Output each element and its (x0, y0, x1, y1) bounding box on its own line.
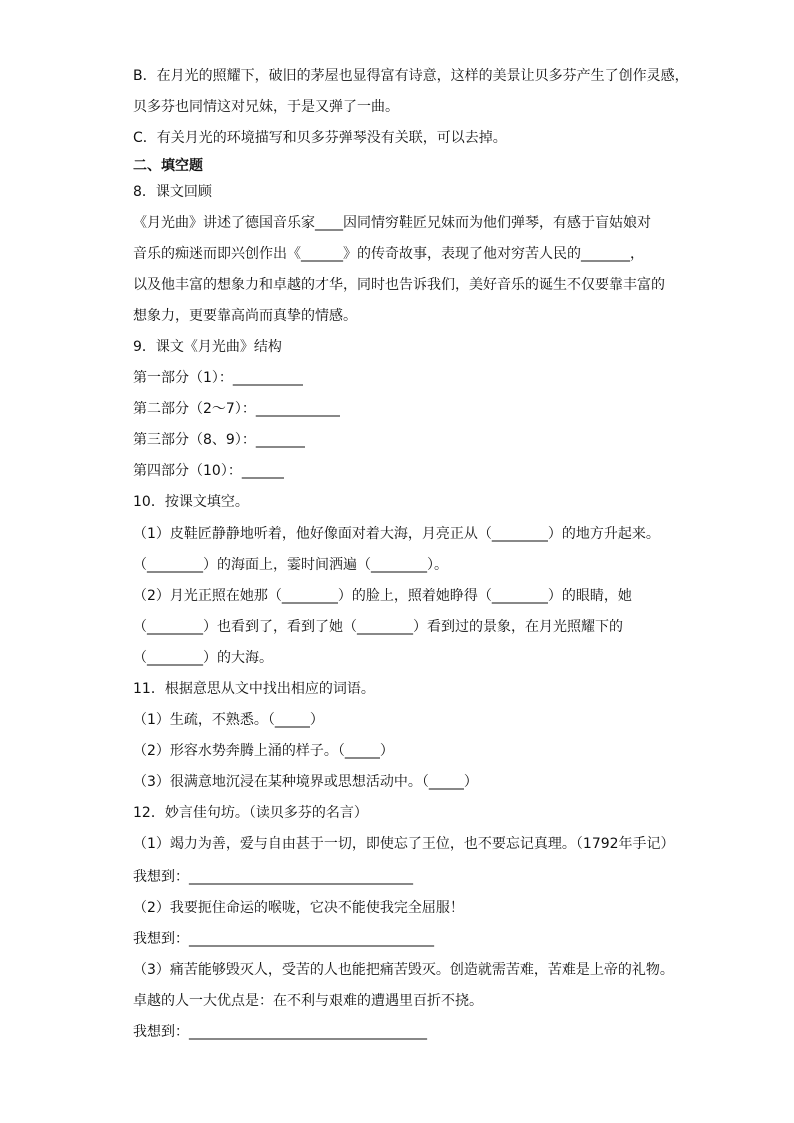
question-11-item-3: （3）很满意地沉浸在某种境界或思想活动中。（_____） (133, 774, 478, 790)
option-b-line-2: 贝多芬也同情这对兄妹，于是又弹了一曲。 (133, 99, 399, 115)
question-10-item-2-line-2: （________）也看到了，看到了她（________）看到过的景象，在月光照耀下的 (133, 619, 623, 635)
question-9-part-4: 第四部分（10）：______ (133, 463, 284, 479)
question-11-item-2: （2）形容水势奔腾上涌的样子。（_____） (133, 743, 394, 759)
option-b-line-1: B．在月光的照耀下，破旧的茅屋也显得富有诗意，这样的美景让贝多芬产生了创作灵感， (133, 68, 689, 84)
question-11-item-1: （1）生疏，不熟悉。（_____） (133, 712, 324, 728)
question-11-title: 11．根据意思从文中找出相应的词语。 (133, 681, 375, 697)
question-12-quote-3-line-2: 卓越的人一大优点是：在不利与艰难的遭遇里百折不挠。 (133, 993, 483, 1009)
question-9-part-2: 第二部分（2～7）：____________ (133, 401, 340, 417)
question-10-item-1-line-2: （________）的海面上，霎时间洒遍（________）。 (133, 557, 448, 573)
question-8-title: 8．课文回顾 (133, 184, 212, 200)
question-10-item-2-line-3: （________）的大海。 (133, 650, 273, 666)
option-c: C．有关月光的环境描写和贝多芬弹琴没有关联，可以去掉。 (133, 130, 507, 146)
question-12-answer-1: 我想到：________________________________ (133, 869, 413, 885)
question-10-item-2-line-1: （2）月光正照在她那（________）的脸上，照着她睁得（________）的眼睛，她 (133, 588, 632, 604)
question-8-text-4: 想象力，更要靠高尚而真挚的情感。 (133, 308, 357, 324)
question-12-quote-1: （1）竭力为善，爱与自由甚于一切，即使忘了王位，也不要忘记真理。（1792年手记） (133, 836, 675, 852)
question-8-text-3: 以及他丰富的想象力和卓越的才华，同时也告诉我们，美好音乐的诞生不仅要靠丰富的 (133, 277, 665, 293)
question-12-quote-3-line-1: （3）痛苦能够毁灭人，受苦的人也能把痛苦毁灭。创造就需苦难，苦难是上帝的礼物。 (133, 962, 674, 978)
question-10-item-1-line-1: （1）皮鞋匠静静地听着，他好像面对着大海，月亮正从（________）的地方升起来。 (133, 526, 660, 542)
question-8-text-2: 音乐的痴迷而即兴创作出《______》的传奇故事，表现了他对穷苦人民的_______， (133, 246, 644, 262)
question-9-title: 9．课文《月光曲》结构 (133, 339, 282, 355)
question-12-answer-2: 我想到：___________________________________ (133, 931, 434, 947)
question-10-title: 10．按课文填空。 (133, 494, 249, 510)
question-12-answer-3: 我想到：__________________________________ (133, 1024, 427, 1040)
question-12-title: 12．妙言佳句坊。（读贝多芬的名言） (133, 805, 368, 821)
question-9-part-3: 第三部分（8、9）：_______ (133, 432, 305, 448)
question-12-quote-2: （2）我要扼住命运的喉咙，它决不能使我完全屈服！ (133, 900, 464, 916)
section-heading-fill-in: 二、填空题 (133, 158, 203, 174)
question-9-part-1: 第一部分（1）：__________ (133, 370, 303, 386)
question-8-text-1: 《月光曲》讲述了德国音乐家____因同情穷鞋匠兄妹而为他们弹琴，有感于盲姑娘对 (133, 215, 651, 231)
